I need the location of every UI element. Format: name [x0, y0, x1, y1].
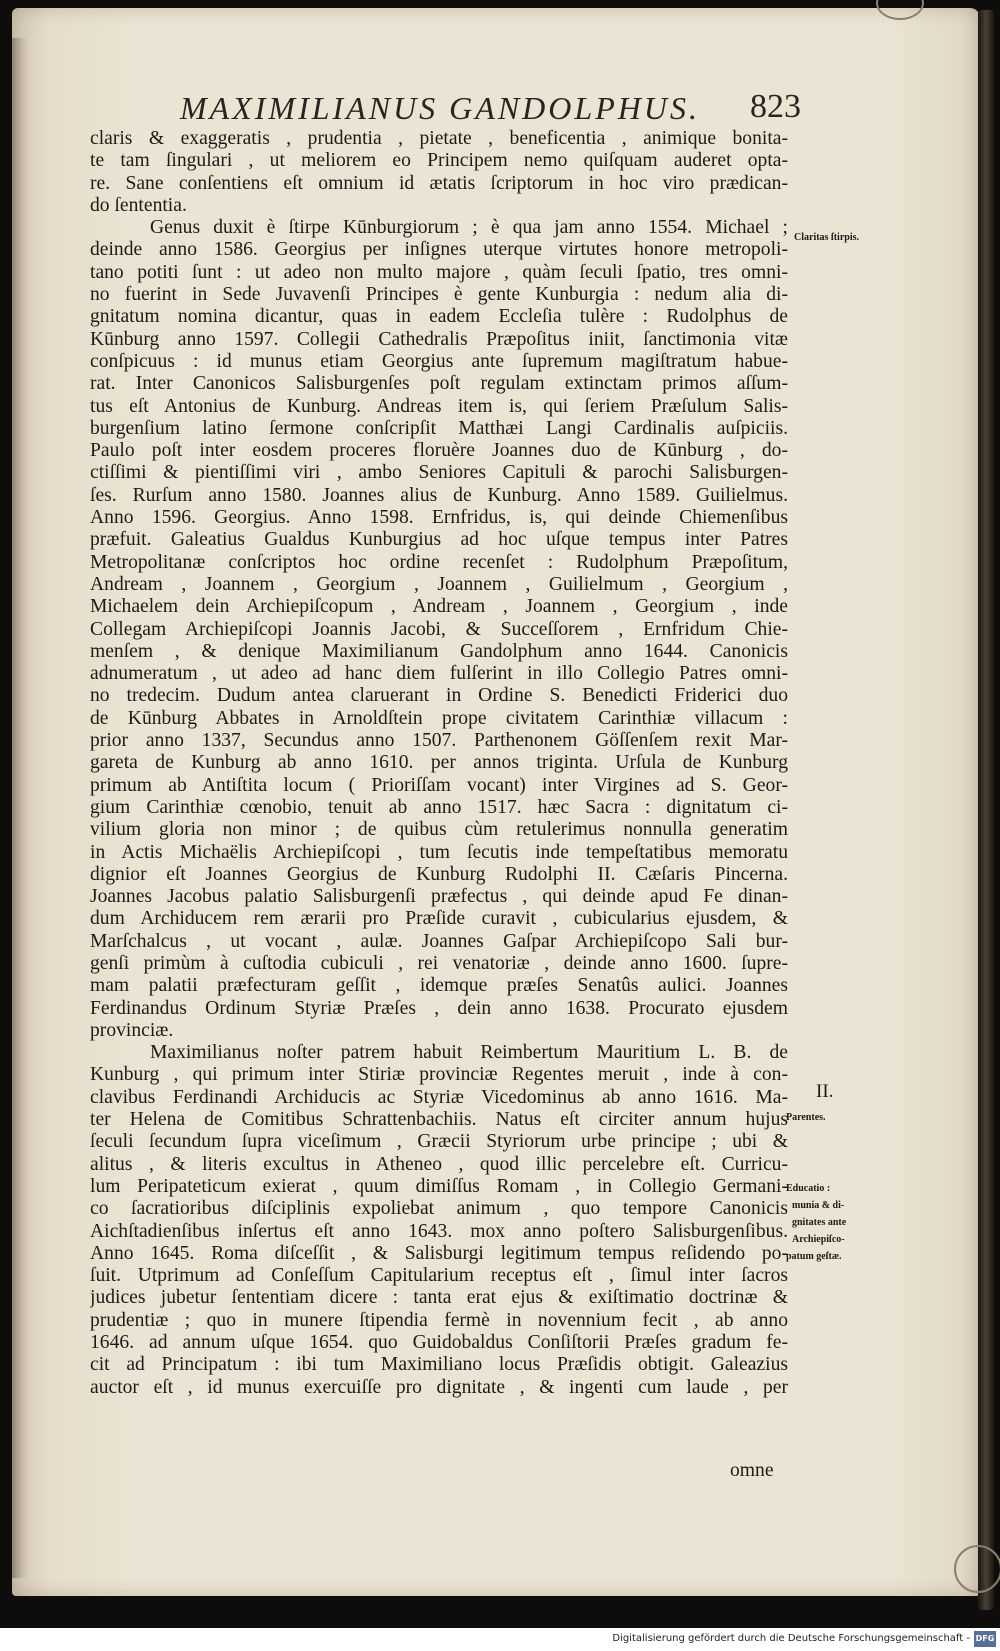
bottom-right-clip-mark	[954, 1545, 1000, 1593]
text-line: burgenſium latino ſermone conſcripſit Matthæi Langi Cardinalis auſpiciis.	[90, 417, 788, 439]
text-line: mam palatii præfecturam geſſit , idemque præſes Senatûs aulici. Joannes	[90, 975, 788, 997]
text-line: lum Peripateticum exierat , quum dimiſſus Romam , in Collegio Germani-	[90, 1175, 788, 1197]
text-line: prior anno 1337, Secundus anno 1507. Parthenonem Göſſenſem rexit Mar-	[90, 730, 788, 752]
running-header	[100, 90, 800, 130]
running-title: MAXIMILIANUS GANDOLPHUS.	[180, 90, 700, 126]
text-line: gareta de Kunburg ab anno 1610. per annos triginta. Urſula de Kunburg	[90, 752, 788, 774]
text-line: Michaelem dein Archiepiſcopum , Andream , Joannem , Georgium , inde	[90, 596, 788, 618]
text-line: in Actis Michaëlis Archiepiſcopi , tum ſecutis inde tempeſtatibus memoratu	[90, 841, 788, 863]
text-line: Genus duxit è ſtirpe Kūnburgiorum ; è qua jam anno 1554. Michael ;	[150, 217, 788, 239]
text-line: ctiſſimi & pientiſſimi viri , ambo Seniores Capituli & parochi Salisburgen-	[90, 462, 788, 484]
text-line: Joannes Jacobus palatio Salisburgenſi præfectus , qui deinde apud Fe dinan-	[90, 886, 788, 908]
text-line: vilium gloria non minor ; de quibus cùm retulerimus nonnulla generatim	[90, 819, 788, 841]
page-gutter	[12, 38, 28, 1578]
text-line: Maximilianus noſter patrem habuit Reimbertum Mauritium L. B. de	[150, 1042, 788, 1064]
text-line: 1646. ad annum uſque 1654. quo Guidobaldus Conſiſtorii Præſes gradum fe-	[90, 1332, 788, 1354]
text-line: te tam ſingulari , ut meliorem eo Principem nemo quiſquam auderet opta-	[90, 150, 788, 172]
text-line: præfuit. Galeatius Gualdus Kunburgius ad hoc uſque tempus inter Patres	[90, 529, 788, 551]
text-line: Anno 1596. Georgius. Anno 1598. Ernfridus, is, qui deinde Chiemenſibus	[90, 507, 788, 529]
text-line: Kūnburg anno 1597. Collegii Cathedralis Præpoſitus iniit, ſanctimonia vitæ	[90, 328, 788, 350]
margin-note-educatio-5: patum geſtæ.	[786, 1251, 842, 1262]
footer-bar	[0, 1628, 1000, 1651]
text-line: tus eſt Antonius de Kunburg. Andreas item is, qui ſeriem Præſulum Salis-	[90, 395, 788, 417]
text-line: Metropolitanæ conſcriptos hoc ordine recenſet : Rudolphum Præpoſitum,	[90, 551, 788, 573]
text-line: Anno 1645. Roma diſceſſit , & Salisburgi legitimum tempus reſidendo po-	[90, 1242, 788, 1264]
text-line: genſi primùm à cuſtodia cubiculi , rei venatoriæ , deinde anno 1600. ſupre-	[90, 952, 788, 974]
text-line: adnumeratum , ut adeo ad hanc diem fulſerint in illo Collegio Patres omni-	[90, 663, 788, 685]
catchword: omne	[730, 1460, 774, 1481]
text-line: prudentiæ ; quo in munere ſtipendia fermè in novennium fecit , ab anno	[90, 1309, 788, 1331]
text-line: provinciæ.	[90, 1019, 174, 1041]
text-line: tano potiti ſunt : ut adeo non multo majore , quàm ſeculi ſpatio, tres omni-	[90, 261, 788, 283]
text-line: Collegam Archiepiſcopi Joannis Jacobi, & Succeſſorem , Ernfridum Chie-	[90, 618, 788, 640]
text-line: gnitatum nomina dicantur, quas in eadem Eccleſia tulère : Rudolphus de	[90, 306, 788, 328]
margin-note-claritas: Claritas ſtirpis.	[794, 232, 859, 243]
text-line: re. Sane conſentiens eſt omnium id ætatis ſcriptorum in hoc viro prædican-	[90, 172, 788, 194]
text-line: no tredecim. Dudum antea claruerant in Ordine S. Benedicti Friderici duo	[90, 685, 788, 707]
margin-note-educatio-4: Archiepiſco-	[792, 1234, 845, 1245]
text-line: auctor eſt , id munus exercuiſſe pro dignitate , & ingenti cum laude , per	[90, 1376, 788, 1398]
margin-note-numeral: II.	[816, 1081, 834, 1102]
text-line: dum Archiducem rem ærarii pro Præſide curavit , cubicularius ejusdem, &	[90, 908, 788, 930]
text-line: ſes. Rurſum anno 1580. Joannes alius de Kunburg. Anno 1589. Guilielmus.	[90, 484, 788, 506]
text-line: Paulo poſt inter eosdem proceres floruère Joannes duo de Kūnburg , do-	[90, 440, 788, 462]
text-line: Marſchalcus , ut vocant , aulæ. Joannes Gaſpar Archiepiſcopo Sali bur-	[90, 930, 788, 952]
text-line: co ſacratioribus diſciplinis expoliebat animum , quo tempore Canonicis	[90, 1198, 788, 1220]
margin-note-educatio-3: gnitates ante	[792, 1217, 847, 1228]
text-line: alitus , & literis excultus in Atheneo , quod illic percelebre eſt. Curricu-	[90, 1153, 788, 1175]
text-line: do ſententia.	[90, 194, 187, 216]
text-line: ter Helena de Comitibus Schrattenbachiis. Natus eſt circiter annum hujus	[90, 1109, 788, 1131]
text-line: deinde anno 1586. Georgius per inſignes uterque virtutes honore metropoli-	[90, 239, 788, 261]
text-line: judices jubetur ſententiam dicere : tanta erat ejus & exiſtimatio doctrinæ &	[90, 1287, 788, 1309]
text-line: menſem , & denique Maximilianum Gandolphum anno 1644. Canonicis	[90, 640, 788, 662]
text-line: Aichſtadienſibus inſertus eſt anno 1643. mox anno poſtero Salisburgenſibus.	[90, 1220, 788, 1242]
text-line: rat. Inter Canonicos Salisburgenſes poſt regulam extinctam primos aſſum-	[90, 373, 788, 395]
text-line: conſpicuus : id munus etiam Georgius ante ſupremum magiſtratum habue-	[90, 350, 788, 372]
page-number: 823	[750, 88, 801, 125]
text-line: Kunburg , qui primum inter Stiriæ provinciæ Regentes meruit , inde à con-	[90, 1064, 788, 1086]
book-spine	[978, 10, 994, 1610]
text-line: no fuerint in Sede Juvavenſi Principes è gente Kunburgia : nedum alia di-	[90, 284, 788, 306]
text-line: ſuit. Utprimum ad Conſeſſum Capitularium receptus eſt , ſimul inter ſacros	[90, 1265, 788, 1287]
margin-note-educatio-1: Educatio :	[786, 1183, 831, 1194]
text-line: primum ab Antiſtita locum ( Prioriſſam vocant) inter Virgines ad S. Geor-	[90, 774, 788, 796]
footer-credit: Digitalisierung gefördert durch die Deutsche Forschungsgemeinschaft -	[612, 1633, 970, 1644]
text-line: dignior eſt Joannes Georgius de Kunburg Rudolphi II. Cæſaris Pincerna.	[90, 863, 788, 885]
text-line: cit ad Principatum : ibi tum Maximiliano locus Præſidis obtigit. Galeazius	[90, 1354, 788, 1376]
margin-note-parentes: Parentes.	[786, 1112, 826, 1123]
text-line: gium Carinthiæ cœnobio, tenuit ab anno 1517. hæc Sacra : dignitatum ci-	[90, 796, 788, 818]
text-line: claris & exaggeratis , prudentia , pietate , beneficentia , animique bonita-	[90, 128, 788, 149]
text-line: clavibus Ferdinandi Archiducis ac Styriæ Vicedominus ab anno 1616. Ma-	[90, 1086, 788, 1108]
text-line: Ferdinandus Ordinum Styriæ Præſes , dein anno 1638. Procurato ejusdem	[90, 997, 788, 1019]
dfg-logo: DFG	[974, 1631, 996, 1647]
main-text	[90, 128, 788, 1399]
text-line: de Kūnburg Abbates in Arnoldſtein prope civitatem Carinthiæ villacum :	[90, 707, 788, 729]
margin-note-educatio-2: munia & di-	[792, 1200, 845, 1211]
text-line: Andream , Joannem , Georgium , Joannem , Guilielmum , Georgium ,	[90, 573, 788, 595]
text-line: ſeculi ſecundum ſupra viceſimum , Græcii Styriorum urbe principe ; ubi &	[90, 1131, 788, 1153]
